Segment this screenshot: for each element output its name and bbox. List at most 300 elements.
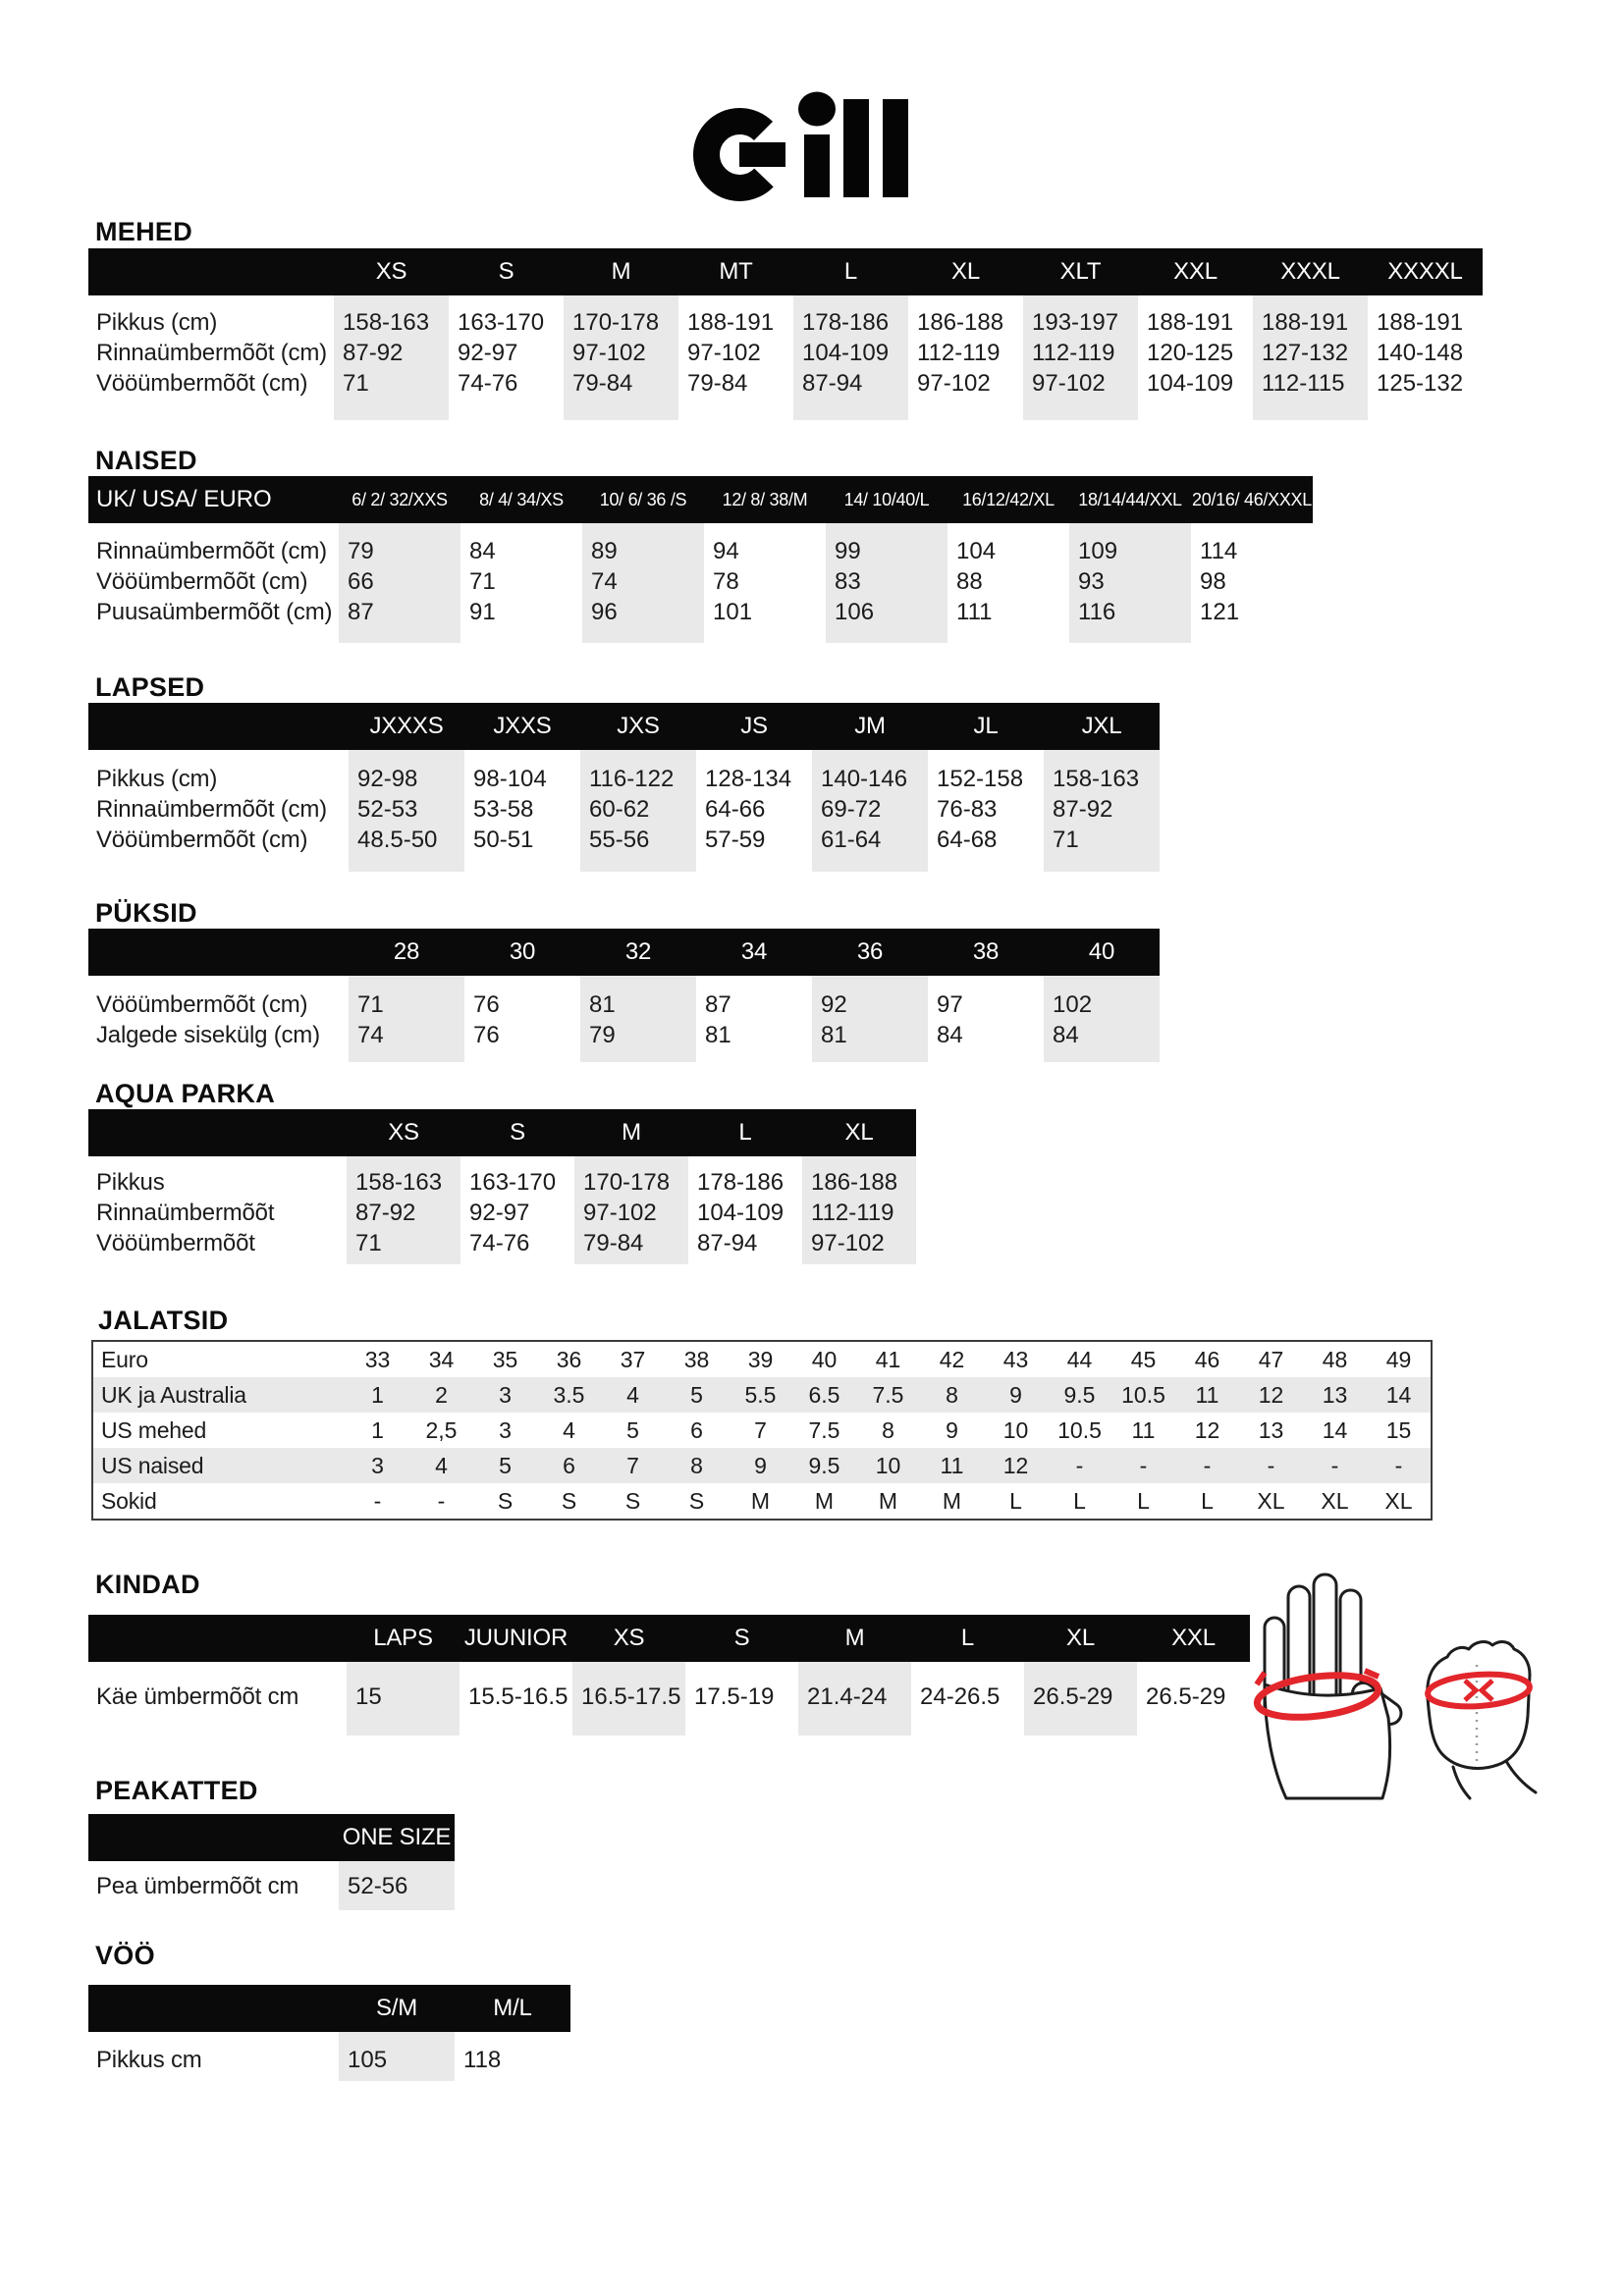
size-column-header: XS — [613, 1625, 645, 1651]
cell-value: 48 — [1322, 1347, 1348, 1372]
cell-value: 52-56 — [348, 1873, 408, 1899]
cell-value: 87-92 — [355, 1200, 416, 1226]
size-column-header: 28 — [393, 938, 420, 965]
section-title-mehed: MEHED — [95, 217, 193, 246]
cell-value: 158-163 — [343, 309, 430, 336]
cell-value: 71 — [355, 1230, 382, 1256]
cell-value: 60-62 — [589, 796, 650, 823]
cell-value: - — [1267, 1453, 1275, 1478]
size-column-header: 14/ 10/40/L — [843, 489, 930, 509]
aqua-parka-size-header-bar — [88, 1109, 916, 1156]
cell-value: 11 — [1131, 1417, 1156, 1443]
table-row — [88, 2045, 570, 2075]
section-title-lapsed: LAPSED — [95, 672, 205, 702]
row-label: Rinnaümbermõõt (cm) — [96, 538, 327, 564]
cell-value: M — [942, 1488, 962, 1514]
cell-value: 13 — [1322, 1382, 1348, 1408]
cell-value: 79-84 — [583, 1230, 644, 1256]
naised-size-rows — [88, 523, 1313, 643]
cell-value: 7 — [754, 1417, 767, 1443]
cell-value: 140-148 — [1377, 340, 1464, 366]
cell-value: 87-92 — [343, 340, 404, 366]
cell-value: 1 — [371, 1382, 384, 1408]
cell-value: 140-146 — [821, 766, 908, 792]
cell-value: 13 — [1258, 1417, 1284, 1443]
size-column-header: S — [733, 1625, 750, 1651]
puksid-size-rows — [88, 976, 1160, 1062]
size-column-header: MT — [719, 258, 753, 285]
cell-value: 49 — [1385, 1347, 1412, 1372]
table-row — [93, 1413, 1431, 1448]
cell-value: - — [437, 1488, 446, 1514]
cell-value: L — [1201, 1488, 1214, 1514]
cell-value: 5.5 — [744, 1382, 777, 1408]
cell-value: 64-68 — [937, 827, 998, 853]
cell-value: 104 — [956, 538, 997, 564]
size-column-header: XS — [375, 258, 407, 285]
cell-value: 178-186 — [697, 1169, 785, 1196]
cell-value: L — [1009, 1488, 1022, 1514]
table-row — [88, 825, 1160, 855]
size-column-header: L — [960, 1625, 975, 1651]
cell-value: 79 — [348, 538, 374, 564]
row-label: Pikkus (cm) — [96, 309, 218, 336]
cell-value: M — [814, 1488, 835, 1514]
table-row — [88, 764, 1160, 794]
table-row — [93, 1483, 1431, 1519]
section-lapsed — [88, 673, 1160, 872]
cell-value: 12 — [1258, 1382, 1284, 1408]
cell-value: 50-51 — [473, 827, 534, 853]
size-column-header: 10/ 6/ 36 /S — [599, 489, 687, 509]
cell-value: 17.5-19 — [694, 1683, 775, 1710]
cell-value: 98-104 — [473, 766, 547, 792]
size-column-header: 32 — [624, 938, 652, 965]
cell-value: 71 — [357, 991, 384, 1018]
table-row — [88, 338, 1483, 368]
cell-value: S — [688, 1488, 705, 1514]
cell-value: 104-109 — [802, 340, 890, 366]
cell-value: 106 — [835, 599, 875, 625]
cell-value: 44 — [1066, 1347, 1093, 1372]
cell-value: 193-197 — [1032, 309, 1119, 336]
cell-value: - — [1203, 1453, 1212, 1478]
cell-value: 45 — [1130, 1347, 1157, 1372]
cell-value: S — [624, 1488, 641, 1514]
cell-value: 111 — [956, 599, 993, 625]
kindad-size-rows — [88, 1662, 1250, 1735]
cell-value: 83 — [835, 568, 861, 595]
cell-value: 170-178 — [583, 1169, 671, 1196]
row-label: Pikkus (cm) — [96, 766, 218, 792]
section-mehed — [88, 218, 1483, 420]
row-label: Puusaümbermõõt (cm) — [96, 599, 333, 625]
cell-value: 37 — [620, 1347, 646, 1372]
cell-value: 33 — [364, 1347, 391, 1372]
size-column-header: JL — [973, 713, 999, 739]
table-row — [88, 566, 1313, 597]
cell-value: 64-66 — [705, 796, 766, 823]
table-row — [88, 794, 1160, 825]
cell-value: 9 — [946, 1417, 958, 1443]
cell-value: 104-109 — [1147, 370, 1234, 397]
cell-value: 118 — [463, 2047, 502, 2073]
cell-value: 35 — [492, 1347, 518, 1372]
cell-value: 8 — [946, 1382, 958, 1408]
section-title-voo: VÖÖ — [95, 1941, 155, 1970]
size-column-header: 6/ 2/ 32/XXS — [352, 489, 448, 509]
lapsed-size-rows — [88, 750, 1160, 872]
cell-value: 87 — [705, 991, 731, 1018]
row-label: Pea ümbermõõt cm — [96, 1873, 299, 1899]
gill-logo-letters — [706, 92, 908, 198]
size-column-header: M — [622, 1119, 641, 1146]
cell-value: 46 — [1194, 1347, 1220, 1372]
cell-value: 81 — [705, 1022, 731, 1048]
size-column-header: S — [510, 1119, 525, 1146]
cell-value: 6 — [690, 1417, 703, 1443]
size-column-header: XS — [388, 1119, 419, 1146]
cell-value: 188-191 — [1147, 309, 1234, 336]
cell-value: 87-94 — [697, 1230, 758, 1256]
row-label: Sokid — [101, 1488, 157, 1514]
section-aqua-parka — [88, 1080, 916, 1264]
cell-value: 1 — [371, 1417, 384, 1443]
row-label: Vööümbermõõt (cm) — [96, 370, 308, 397]
cell-value: 128-134 — [705, 766, 792, 792]
cell-value: 116-122 — [589, 766, 675, 792]
section-title-peakatted: PEAKATTED — [95, 1776, 258, 1805]
cell-value: 52-53 — [357, 796, 418, 823]
section-title-aqua-parka: AQUA PARKA — [95, 1079, 275, 1108]
cell-value: 4 — [435, 1453, 448, 1478]
cell-value: 55-56 — [589, 827, 650, 853]
row-label: Pikkus — [96, 1169, 165, 1196]
cell-value: 26.5-29 — [1146, 1683, 1226, 1710]
cell-value: 78 — [713, 568, 739, 595]
cell-value: M — [750, 1488, 771, 1514]
cell-value: 26.5-29 — [1033, 1683, 1113, 1710]
cell-value: 21.4-24 — [807, 1683, 888, 1710]
table-row — [88, 1020, 1160, 1050]
cell-value: 3 — [499, 1417, 512, 1443]
cell-value: 36 — [556, 1347, 582, 1372]
cell-value: 92 — [821, 991, 847, 1018]
row-label: UK ja Australia — [101, 1382, 246, 1408]
row-label: Euro — [101, 1347, 148, 1372]
cell-value: 102 — [1053, 991, 1093, 1018]
cell-value: 101 — [713, 599, 753, 625]
section-jalatsid — [91, 1307, 1433, 1521]
size-column-header: JUUNIOR — [463, 1625, 568, 1651]
cell-value: 5 — [690, 1382, 703, 1408]
size-column-header: L — [738, 1119, 752, 1146]
naised-size-header-bar — [88, 476, 1313, 523]
fist-measure-icon — [1428, 1642, 1536, 1798]
section-naised — [88, 447, 1313, 643]
cell-value: 163-170 — [469, 1169, 557, 1196]
size-column-header: XXXL — [1280, 258, 1340, 285]
cell-value: 79 — [589, 1022, 616, 1048]
cell-value: S — [561, 1488, 577, 1514]
cell-value: 48.5-50 — [357, 827, 438, 853]
size-column-header: 12/ 8/ 38/M — [722, 489, 808, 509]
table-row — [93, 1342, 1431, 1377]
cell-value: 38 — [683, 1347, 710, 1372]
cell-value: 92-97 — [458, 340, 518, 366]
size-column-header: M — [844, 1625, 865, 1651]
cell-value: 15.5-16.5 — [468, 1683, 568, 1710]
cell-value: 10 — [1002, 1417, 1029, 1443]
cell-value: 163-170 — [458, 309, 545, 336]
cell-value: 40 — [811, 1347, 838, 1372]
section-puksid — [88, 899, 1160, 1062]
cell-value: 114 — [1200, 538, 1238, 564]
size-column-header: 30 — [509, 938, 536, 965]
cell-value: 11 — [1195, 1382, 1219, 1408]
cell-value: 97-102 — [572, 340, 646, 366]
table-row — [88, 536, 1313, 566]
cell-value: 84 — [937, 1022, 963, 1048]
lapsed-size-header-bar — [88, 703, 1160, 750]
row-label: Jalgede sisekülg (cm) — [96, 1022, 320, 1048]
cell-value: 57-59 — [705, 827, 766, 853]
cell-value: 97 — [937, 991, 963, 1018]
kindad-size-header-bar — [88, 1615, 1250, 1662]
mehed-size-header-bar — [88, 248, 1483, 295]
cell-value: 170-178 — [572, 309, 660, 336]
size-column-header: JXXXS — [369, 713, 444, 739]
cell-value: 98 — [1200, 568, 1226, 595]
section-title-jalatsid: JALATSID — [98, 1306, 229, 1335]
cell-value: 16.5-17.5 — [581, 1683, 681, 1710]
cell-value: - — [373, 1488, 382, 1514]
cell-value: 104-109 — [697, 1200, 785, 1226]
cell-value: 188-191 — [1377, 309, 1464, 336]
size-column-header: JXL — [1081, 713, 1122, 739]
table-row — [88, 368, 1483, 399]
cell-value: 112-119 — [917, 340, 1001, 366]
cell-value: - — [1139, 1453, 1148, 1478]
cell-value: XL — [1321, 1488, 1349, 1514]
cell-value: 79-84 — [687, 370, 748, 397]
table-row — [88, 1682, 1250, 1712]
cell-value: 112-115 — [1262, 370, 1345, 397]
cell-value: 88 — [956, 568, 983, 595]
cell-value: 74-76 — [469, 1230, 530, 1256]
size-column-header: L — [843, 258, 858, 285]
size-column-header: S/M — [375, 1995, 418, 2021]
section-peakatted — [88, 1777, 455, 1910]
cell-value: 97-102 — [917, 370, 991, 397]
row-label: Rinnaümbermõõt (cm) — [96, 340, 327, 366]
cell-value: 41 — [875, 1347, 901, 1372]
cell-value: 3.5 — [553, 1382, 585, 1408]
peakatted-size-header-bar — [88, 1814, 455, 1861]
cell-value: 71 — [469, 568, 496, 595]
cell-value: 87-94 — [802, 370, 863, 397]
cell-value: 6 — [563, 1453, 575, 1478]
cell-value: 81 — [589, 991, 616, 1018]
table-row — [88, 989, 1160, 1020]
cell-value: 92-98 — [357, 766, 418, 792]
size-column-header: 18/14/44/XXL — [1078, 489, 1182, 509]
size-column-header: JXS — [617, 713, 660, 739]
cell-value: 71 — [343, 370, 369, 397]
cell-value: 87-92 — [1053, 796, 1113, 823]
size-column-header: 8/ 4/ 34/XS — [479, 489, 564, 509]
cell-value: 12 — [1194, 1417, 1220, 1443]
table-row — [88, 307, 1483, 338]
cell-value: 112-119 — [1032, 340, 1115, 366]
row-label: Vööümbermõõt (cm) — [96, 827, 308, 853]
size-column-header: XL — [844, 1119, 874, 1146]
cell-value: 9 — [1009, 1382, 1022, 1408]
cell-value: 158-163 — [355, 1169, 443, 1196]
size-column-header: JXXS — [493, 713, 552, 739]
size-column-header: JM — [854, 713, 886, 739]
cell-value: - — [1394, 1453, 1403, 1478]
cell-value: 178-186 — [802, 309, 890, 336]
cell-value: XL — [1384, 1488, 1413, 1514]
cell-value: 53-58 — [473, 796, 534, 823]
cell-value: 76 — [473, 991, 500, 1018]
cell-value: 158-163 — [1053, 766, 1140, 792]
size-column-header: 38 — [972, 938, 1000, 965]
cell-value: 14 — [1385, 1382, 1412, 1408]
cell-value: 74 — [591, 568, 618, 595]
cell-value: 91 — [469, 599, 496, 625]
cell-value: 2 — [435, 1382, 448, 1408]
section-title-puksid: PÜKSID — [95, 898, 197, 928]
cell-value: 186-188 — [917, 309, 1004, 336]
cell-value: 97-102 — [687, 340, 761, 366]
voo-size-rows — [88, 2032, 570, 2081]
cell-value: 79-84 — [572, 370, 633, 397]
cell-value: 121 — [1200, 599, 1240, 625]
size-column-header: ONE SIZE — [342, 1824, 452, 1850]
cell-value: 5 — [626, 1417, 639, 1443]
cell-value: L — [1073, 1488, 1086, 1514]
size-column-header: 34 — [740, 938, 768, 965]
cell-value: 127-132 — [1262, 340, 1349, 366]
cell-value: 81 — [821, 1022, 847, 1048]
voo-size-header-bar — [88, 1985, 570, 2032]
size-column-header: XXL — [1173, 258, 1218, 285]
glove-measurement-illustration — [1245, 1569, 1569, 1806]
peakatted-size-rows — [88, 1861, 455, 1910]
cell-value: 4 — [626, 1382, 639, 1408]
row-label: Vööümbermõõt (cm) — [96, 991, 308, 1018]
jalatsid-conversion-table — [91, 1340, 1433, 1521]
cell-value: 8 — [690, 1453, 703, 1478]
cell-value: 15 — [1385, 1417, 1412, 1443]
cell-value: XL — [1257, 1488, 1285, 1514]
cell-value: 12 — [1002, 1453, 1029, 1478]
cell-value: M — [878, 1488, 898, 1514]
cell-value: 6.5 — [808, 1382, 840, 1408]
cell-value: 39 — [747, 1347, 774, 1372]
cell-value: 3 — [371, 1453, 384, 1478]
aqua-parka-size-rows — [88, 1156, 916, 1264]
section-voo — [88, 1942, 570, 2081]
cell-value: 14 — [1322, 1417, 1348, 1443]
puksid-size-header-bar — [88, 929, 1160, 976]
table-row — [88, 1228, 916, 1258]
gill-logo — [690, 91, 936, 201]
cell-value: 97-102 — [811, 1230, 885, 1256]
cell-value: 84 — [469, 538, 496, 564]
size-column-header: M/L — [493, 1995, 532, 2021]
cell-value: 120-125 — [1147, 340, 1234, 366]
cell-value: - — [1330, 1453, 1339, 1478]
cell-value: 43 — [1002, 1347, 1029, 1372]
cell-value: 15 — [355, 1683, 382, 1710]
cell-value: 5 — [499, 1453, 512, 1478]
cell-value: 97-102 — [583, 1200, 657, 1226]
cell-value: 112-119 — [811, 1200, 894, 1226]
cell-value: 99 — [835, 538, 861, 564]
row-label: Rinnaümbermõõt — [96, 1200, 275, 1226]
table-row — [93, 1448, 1431, 1483]
cell-value: 186-188 — [811, 1169, 898, 1196]
cell-value: 66 — [348, 568, 374, 595]
cell-value: 74-76 — [458, 370, 518, 397]
size-column-header: XXXXL — [1387, 258, 1463, 285]
section-title-kindad: KINDAD — [95, 1570, 200, 1599]
size-column-header: 40 — [1088, 938, 1115, 965]
cell-value: 125-132 — [1377, 370, 1464, 397]
cell-value: 188-191 — [687, 309, 775, 336]
cell-value: 7 — [626, 1453, 639, 1478]
cell-value: 10 — [875, 1453, 901, 1478]
cell-value: 9 — [754, 1453, 767, 1478]
cell-value: 7.5 — [872, 1382, 904, 1408]
cell-value: 9.5 — [808, 1453, 840, 1478]
section-title-naised: NAISED — [95, 446, 197, 475]
section-kindad — [88, 1571, 1250, 1735]
row-label: US mehed — [101, 1417, 207, 1443]
size-column-header: 16/12/42/XL — [962, 489, 1055, 509]
cell-value: 188-191 — [1262, 309, 1349, 336]
cell-value: 109 — [1078, 538, 1118, 564]
cell-value: 93 — [1078, 568, 1105, 595]
cell-value: 74 — [357, 1022, 384, 1048]
cell-value: 84 — [1053, 1022, 1079, 1048]
cell-value: 69-72 — [821, 796, 882, 823]
row-label: Vööümbermõõt — [96, 1230, 255, 1256]
cell-value: 76-83 — [937, 796, 998, 823]
cell-value: 76 — [473, 1022, 500, 1048]
cell-value: 61-64 — [821, 827, 882, 853]
cell-value: 24-26.5 — [920, 1683, 1001, 1710]
cell-value: 89 — [591, 538, 618, 564]
size-column-header: XLT — [1059, 258, 1102, 285]
size-column-header: S — [498, 258, 514, 285]
cell-value: 92-97 — [469, 1200, 530, 1226]
cell-value: 116 — [1078, 599, 1116, 625]
row-label: Käe ümbermõõt cm — [96, 1683, 299, 1710]
row-label: Vööümbermõõt (cm) — [96, 568, 308, 595]
cell-value: 4 — [563, 1417, 575, 1443]
cell-value: S — [497, 1488, 514, 1514]
cell-value: 71 — [1053, 827, 1079, 853]
mehed-size-rows — [88, 295, 1483, 420]
size-column-header: XXL — [1171, 1625, 1216, 1651]
table-row — [88, 597, 1313, 627]
size-column-header: LAPS — [373, 1625, 433, 1651]
table-row — [88, 1167, 916, 1198]
